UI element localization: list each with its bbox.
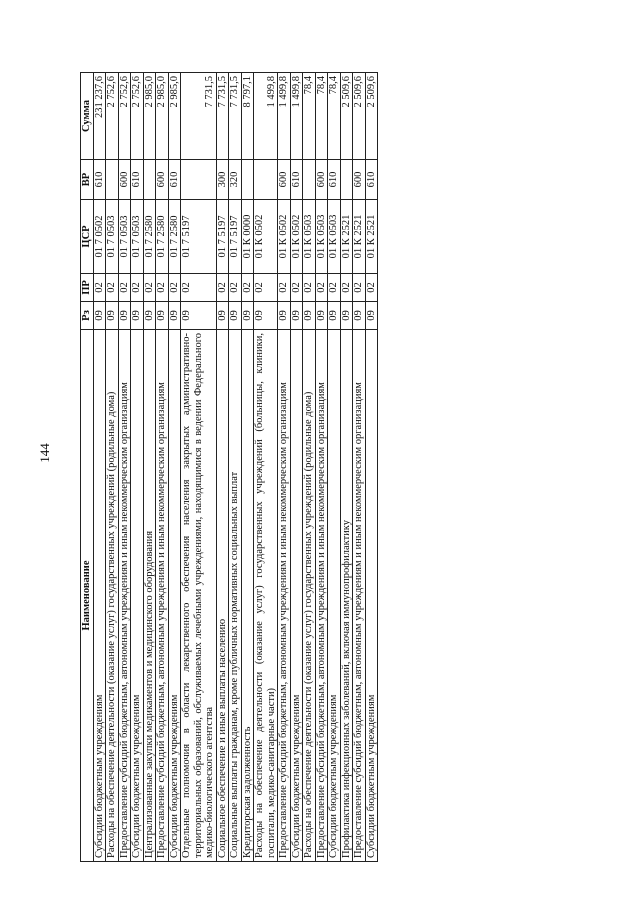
table-row — [254, 73, 278, 862]
row-name-cell: Предоставление субсидий бюджетным, автономным учреждениям и иным некоммерческим организациям — [315, 330, 328, 862]
row-sum-cell: 2 752,6 — [131, 73, 144, 160]
row-pr-cell: 02 — [118, 274, 131, 302]
row-pr-cell: 02 — [328, 274, 341, 302]
row-rz-cell: 09 — [241, 302, 254, 330]
row-name-cell: Отдельные полномочия в области лекарственного обеспечения населения закрытых административно-территориальных образований, обслуживаемых лечебными учреждениями, находящимися в ведении Федерального медико-биологического агентства — [181, 330, 217, 862]
table-container — [80, 73, 570, 862]
row-sum-cell: 78,4 — [328, 73, 341, 160]
table-row — [156, 73, 169, 862]
row-rz-cell: 09 — [340, 302, 353, 330]
row-rz-cell: 09 — [106, 302, 119, 330]
row-name-cell: Профилактика инфекционных заболеваний, включая иммунопрофилактику — [340, 330, 353, 862]
row-name-cell: Субсидии бюджетным учреждениям — [290, 330, 303, 862]
row-vr-cell: 610 — [93, 160, 106, 200]
row-csr-cell: 01 7 5197 — [229, 200, 242, 274]
table-row — [278, 73, 291, 862]
row-rz-cell: 09 — [156, 302, 169, 330]
row-csr-cell: 01 К 0503 — [315, 200, 328, 274]
row-sum-cell: 231 237,6 — [93, 73, 106, 160]
table-row — [365, 73, 378, 862]
row-sum-cell: 8 797,1 — [241, 73, 254, 160]
row-pr-cell: 02 — [156, 274, 169, 302]
row-pr-cell: 02 — [168, 274, 181, 302]
table-row — [328, 73, 341, 862]
row-csr-cell: 01 7 2580 — [156, 200, 169, 274]
row-name-cell: Субсидии бюджетным учреждениям — [365, 330, 378, 862]
table-row — [168, 73, 181, 862]
row-name-cell: Субсидии бюджетным учреждениям — [93, 330, 106, 862]
row-rz-cell: 09 — [303, 302, 316, 330]
row-vr-cell — [181, 160, 217, 200]
row-sum-cell: 7 731,5 — [181, 73, 217, 160]
table-row — [340, 73, 353, 862]
row-csr-cell: 01 К 0502 — [290, 200, 303, 274]
row-sum-cell: 7 731,5 — [229, 73, 242, 160]
budget-table — [80, 72, 378, 862]
row-vr-cell — [106, 160, 119, 200]
row-name-cell: Централизованные закупки медикаментов и медицинского оборудования — [143, 330, 156, 862]
row-csr-cell: 01 К 0503 — [303, 200, 316, 274]
row-sum-cell: 2 509,6 — [353, 73, 366, 160]
row-pr-cell: 02 — [216, 274, 229, 302]
row-vr-cell: 300 — [216, 160, 229, 200]
row-pr-cell: 02 — [254, 274, 278, 302]
row-rz-cell: 09 — [93, 302, 106, 330]
row-vr-cell — [143, 160, 156, 200]
row-pr-cell: 02 — [278, 274, 291, 302]
row-rz-cell: 09 — [168, 302, 181, 330]
row-pr-cell: 02 — [340, 274, 353, 302]
row-csr-cell: 01 К 0000 — [241, 200, 254, 274]
row-name-cell: Социальные выплаты гражданам, кроме публичных нормативных социальных выплат — [229, 330, 242, 862]
row-pr-cell: 02 — [131, 274, 144, 302]
row-pr-cell: 02 — [315, 274, 328, 302]
row-name-cell: Расходы на обеспечение деятельности (оказание услуг) государственных учреждений (родильные дома) — [106, 330, 119, 862]
row-sum-cell: 1 499,8 — [290, 73, 303, 160]
row-rz-cell: 09 — [118, 302, 131, 330]
row-name-cell: Расходы на обеспечение деятельности (оказание услуг) государственных учреждений (больницы, клиники, госпитали, медико-санитарные части) — [254, 330, 278, 862]
row-rz-cell: 09 — [254, 302, 278, 330]
table-body — [93, 73, 378, 862]
rotated-table-area — [80, 73, 570, 862]
row-vr-cell: 610 — [365, 160, 378, 200]
row-sum-cell: 2 752,6 — [118, 73, 131, 160]
table-row — [181, 73, 217, 862]
row-pr-cell: 02 — [181, 274, 217, 302]
row-name-cell: Предоставление субсидий бюджетным, автономным учреждениям и иным некоммерческим организациям — [118, 330, 131, 862]
row-sum-cell: 2 985,0 — [168, 73, 181, 160]
row-csr-cell: 01 7 0503 — [106, 200, 119, 274]
row-sum-cell: 2 985,0 — [143, 73, 156, 160]
row-pr-cell: 02 — [353, 274, 366, 302]
row-pr-cell: 02 — [143, 274, 156, 302]
row-pr-cell: 02 — [229, 274, 242, 302]
row-name-cell: Социальное обеспечение и иные выплаты населению — [216, 330, 229, 862]
page-number: 144 — [37, 443, 52, 463]
table-row — [106, 73, 119, 862]
row-vr-cell: 610 — [328, 160, 341, 200]
row-sum-cell: 2 509,6 — [365, 73, 378, 160]
table-row — [315, 73, 328, 862]
row-vr-cell: 600 — [353, 160, 366, 200]
row-rz-cell: 09 — [229, 302, 242, 330]
row-vr-cell: 610 — [290, 160, 303, 200]
row-vr-cell: 600 — [156, 160, 169, 200]
table-row — [241, 73, 254, 862]
row-vr-cell: 600 — [315, 160, 328, 200]
row-csr-cell: 01 7 2580 — [143, 200, 156, 274]
row-pr-cell: 02 — [241, 274, 254, 302]
table-row — [131, 73, 144, 862]
row-vr-cell — [254, 160, 278, 200]
row-sum-cell: 78,4 — [315, 73, 328, 160]
row-csr-cell: 01 7 5197 — [181, 200, 217, 274]
row-sum-cell: 2 985,0 — [156, 73, 169, 160]
row-rz-cell: 09 — [181, 302, 217, 330]
row-rz-cell: 09 — [216, 302, 229, 330]
table-row — [216, 73, 229, 862]
row-vr-cell: 610 — [168, 160, 181, 200]
header-rz: Рз — [81, 302, 94, 330]
row-name-cell: Субсидии бюджетным учреждениям — [328, 330, 341, 862]
table-row — [303, 73, 316, 862]
row-rz-cell: 09 — [353, 302, 366, 330]
row-pr-cell: 02 — [365, 274, 378, 302]
row-rz-cell: 09 — [328, 302, 341, 330]
row-vr-cell: 610 — [131, 160, 144, 200]
row-csr-cell: 01 К 2521 — [353, 200, 366, 274]
row-name-cell: Кредиторская задолженность — [241, 330, 254, 862]
row-name-cell: Субсидии бюджетным учреждениям — [131, 330, 144, 862]
row-name-cell: Предоставление субсидий бюджетным, автономным учреждениям и иным некоммерческим организациям — [278, 330, 291, 862]
row-csr-cell: 01 К 2521 — [365, 200, 378, 274]
table-header-row — [81, 73, 94, 862]
row-name-cell: Субсидии бюджетным учреждениям — [168, 330, 181, 862]
header-name: Наименование — [81, 330, 94, 862]
row-vr-cell: 600 — [278, 160, 291, 200]
row-csr-cell: 01 7 0503 — [131, 200, 144, 274]
row-csr-cell: 01 К 0502 — [278, 200, 291, 274]
row-vr-cell — [241, 160, 254, 200]
row-vr-cell — [340, 160, 353, 200]
row-sum-cell: 2 752,6 — [106, 73, 119, 160]
row-pr-cell: 02 — [303, 274, 316, 302]
row-sum-cell: 2 509,6 — [340, 73, 353, 160]
row-sum-cell: 7 731,5 — [216, 73, 229, 160]
row-rz-cell: 09 — [365, 302, 378, 330]
header-sum: Сумма — [81, 73, 94, 160]
row-pr-cell: 02 — [290, 274, 303, 302]
header-pr: ПР — [81, 274, 94, 302]
row-rz-cell: 09 — [143, 302, 156, 330]
row-rz-cell: 09 — [315, 302, 328, 330]
header-csr: ЦСР — [81, 200, 94, 274]
row-vr-cell: 600 — [118, 160, 131, 200]
row-name-cell: Предоставление субсидий бюджетным, автономным учреждениям и иным некоммерческим организациям — [156, 330, 169, 862]
row-vr-cell — [303, 160, 316, 200]
row-pr-cell: 02 — [93, 274, 106, 302]
row-rz-cell: 09 — [290, 302, 303, 330]
row-sum-cell: 1 499,8 — [278, 73, 291, 160]
row-csr-cell: 01 К 0503 — [328, 200, 341, 274]
row-csr-cell: 01 7 5197 — [216, 200, 229, 274]
row-csr-cell: 01 7 2580 — [168, 200, 181, 274]
row-csr-cell: 01 7 0502 — [93, 200, 106, 274]
table-row — [118, 73, 131, 862]
row-sum-cell: 78,4 — [303, 73, 316, 160]
row-sum-cell: 1 499,8 — [254, 73, 278, 160]
row-csr-cell: 01 К 2521 — [340, 200, 353, 274]
row-vr-cell: 320 — [229, 160, 242, 200]
row-pr-cell: 02 — [106, 274, 119, 302]
row-name-cell: Предоставление субсидий бюджетным, автономным учреждениям и иным некоммерческим организациям — [353, 330, 366, 862]
table-row — [229, 73, 242, 862]
table-row — [93, 73, 106, 862]
table-row — [143, 73, 156, 862]
table-row — [353, 73, 366, 862]
row-rz-cell: 09 — [278, 302, 291, 330]
header-vr: ВР — [81, 160, 94, 200]
row-rz-cell: 09 — [131, 302, 144, 330]
table-row — [290, 73, 303, 862]
row-name-cell: Расходы на обеспечение деятельности (оказание услуг) государственных учреждений (родильные дома) — [303, 330, 316, 862]
row-csr-cell: 01 К 0502 — [254, 200, 278, 274]
row-csr-cell: 01 7 0503 — [118, 200, 131, 274]
